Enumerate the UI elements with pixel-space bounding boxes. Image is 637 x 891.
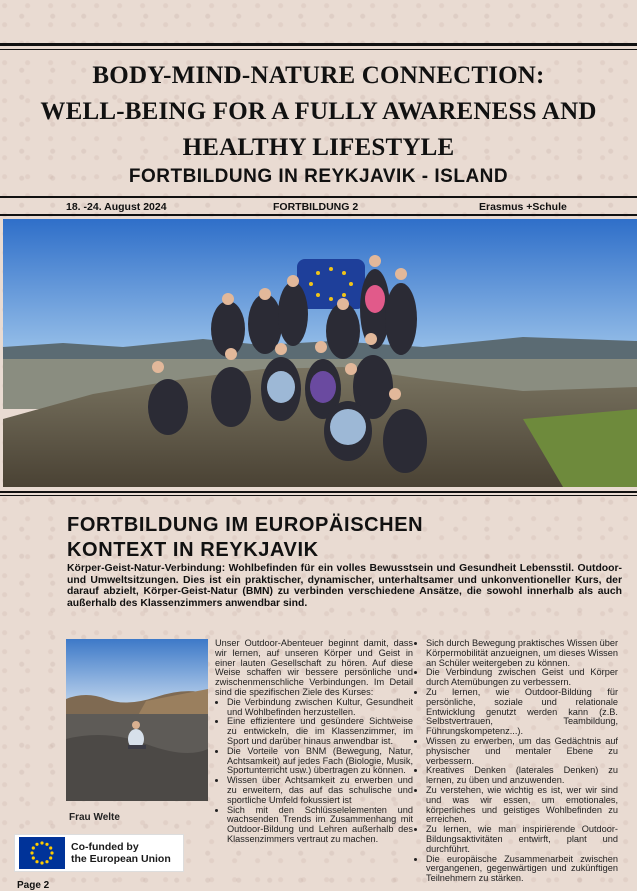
list-item: • Zu verstehen, wie wichtig es ist, wer wir sind und was wir essen, um emotionales, körperliches und geistiges Wohlbefinden zu erreichen. [426, 786, 618, 825]
list-item: • Kreatives Denken (laterales Denken) zu lernen, zu üben und anzuwenden. [426, 766, 618, 786]
list-item: • Zu lernen, wie Outdoor-Bildung für persönliche, soziale und relationale Entwicklung genutzt werden kann (z.B. Selbstvertrauen, Teambildung, Führungskompetenz...). [426, 688, 618, 737]
list-item: • Die europäische Zusammenarbeit zwischen vergangenen, gegenwärtigen und zukünftigen Teilnehmern zu stärken. [426, 855, 618, 884]
list-item: • Sich mit den Schlüsselelementen und wachsenden Trends im Zusammenhang mit Outdoor-Bildung und Lehren außerhalb des Klassenzimmers vertraut zu machen. [227, 806, 413, 845]
eu-label-line-2: the European Union [71, 853, 171, 865]
top-rule [0, 43, 637, 46]
eu-label-line-1: Co-funded by [71, 841, 139, 853]
meta-rule-bottom [0, 214, 637, 216]
list-item: • Die Verbindung zwischen Kultur, Gesundheit und Wohlbefinden herzustellen. [227, 698, 413, 718]
event-date: 18. -24. August 2024 [66, 201, 167, 213]
page-number: Page 2 [17, 880, 50, 891]
group-photo [3, 219, 637, 487]
list-item: • Eine effizientere und gesündere Sichtweise zu entwickeln, die im Klassenzimmer, im Sport und darüber hinaus anwendbar ist. [227, 717, 413, 746]
teacher-photo [66, 639, 208, 801]
list-item: • Wissen über Achtsamkeit zu erwerben und zu erweitern, das auf das schulische und sportliche Umfeld fokussiert ist [227, 776, 413, 805]
column-2 [417, 639, 618, 884]
list-item: • Die Vorteile von BNM (Bewegung, Natur, Achtsamkeit) auf jedes Fach (Biologie, Musik, Sportunterricht usw.) übertragen zu können. [227, 747, 413, 776]
title-line-1: BODY-MIND-NATURE CONNECTION: [92, 62, 545, 89]
top-rule-thin [0, 49, 637, 50]
program-label: Erasmus +Schule [479, 201, 567, 213]
title-line-3: HEALTHY LIFESTYLE [182, 134, 455, 161]
subtitle: FORTBILDUNG IN REYKJAVIK - ISLAND [128, 166, 509, 187]
meta-rule-top [0, 196, 637, 198]
section-title [67, 513, 587, 563]
column-1-paragraph: Unser Outdoor-Abenteuer beginnt damit, dass wir lernen, auf unseren Körper und Geist in einer lauten Gesellschaft zu hören. Auf diese Weise schaffen wir bessere persönliche und zwischenmenschliche Verbindungen. Im Detail sind die spezifischen Ziele des Kurses: [215, 638, 413, 697]
list-item: • Zu lernen, wie man inspirierende Outdoor-Bildungsaktivitäten entwirft, plant und durchführt. [426, 825, 618, 854]
section-title-line-1: FORTBILDUNG IM EUROPÄISCHEN [67, 514, 424, 536]
section-title-line-2: KONTEXT IN REYKJAVIK [67, 539, 319, 561]
photo-rule-1 [0, 491, 637, 493]
column-1-list [215, 698, 413, 845]
photo-rule-2 [0, 495, 637, 496]
photo-caption: Frau Welte [69, 812, 120, 823]
list-item: • Sich durch Bewegung praktisches Wissen über Körpermobilität anzueignen, um dieses Wissen an Schüler weitergeben zu können. [426, 639, 618, 668]
title-line-2: WELL-BEING FOR A FULLY AWARENESS AND [40, 98, 597, 125]
eu-funding-badge [14, 834, 184, 872]
eu-flag-icon [19, 837, 65, 869]
list-item: • Wissen zu erwerben, um das Gedächtnis auf physischer und mentaler Ebene zu verbessern. [426, 737, 618, 766]
column-2-list [417, 639, 618, 884]
list-item: • Die Verbindung zwischen Geist und Körper durch Atemübungen zu verbessern. [426, 668, 618, 688]
course-label: FORTBILDUNG 2 [273, 201, 359, 213]
intro-paragraph: Körper-Geist-Natur-Verbindung: Wohlbefinden für ein volles Bewusstsein und Gesundheit Lebensstil. Outdoor- und Umweltsitzungen. Dies ist ein praktischer, dynamischer, unterhaltsamer und unkonventioneller Kurs, der darauf abzielt, Körper-Geist-Natur (BMN) zu verbinden verschiedene Ansätze, die sowohl innerhalb als auch außerhalb des Klassenzimmers anwendbar sind. [67, 563, 622, 609]
column-1 [215, 639, 413, 845]
